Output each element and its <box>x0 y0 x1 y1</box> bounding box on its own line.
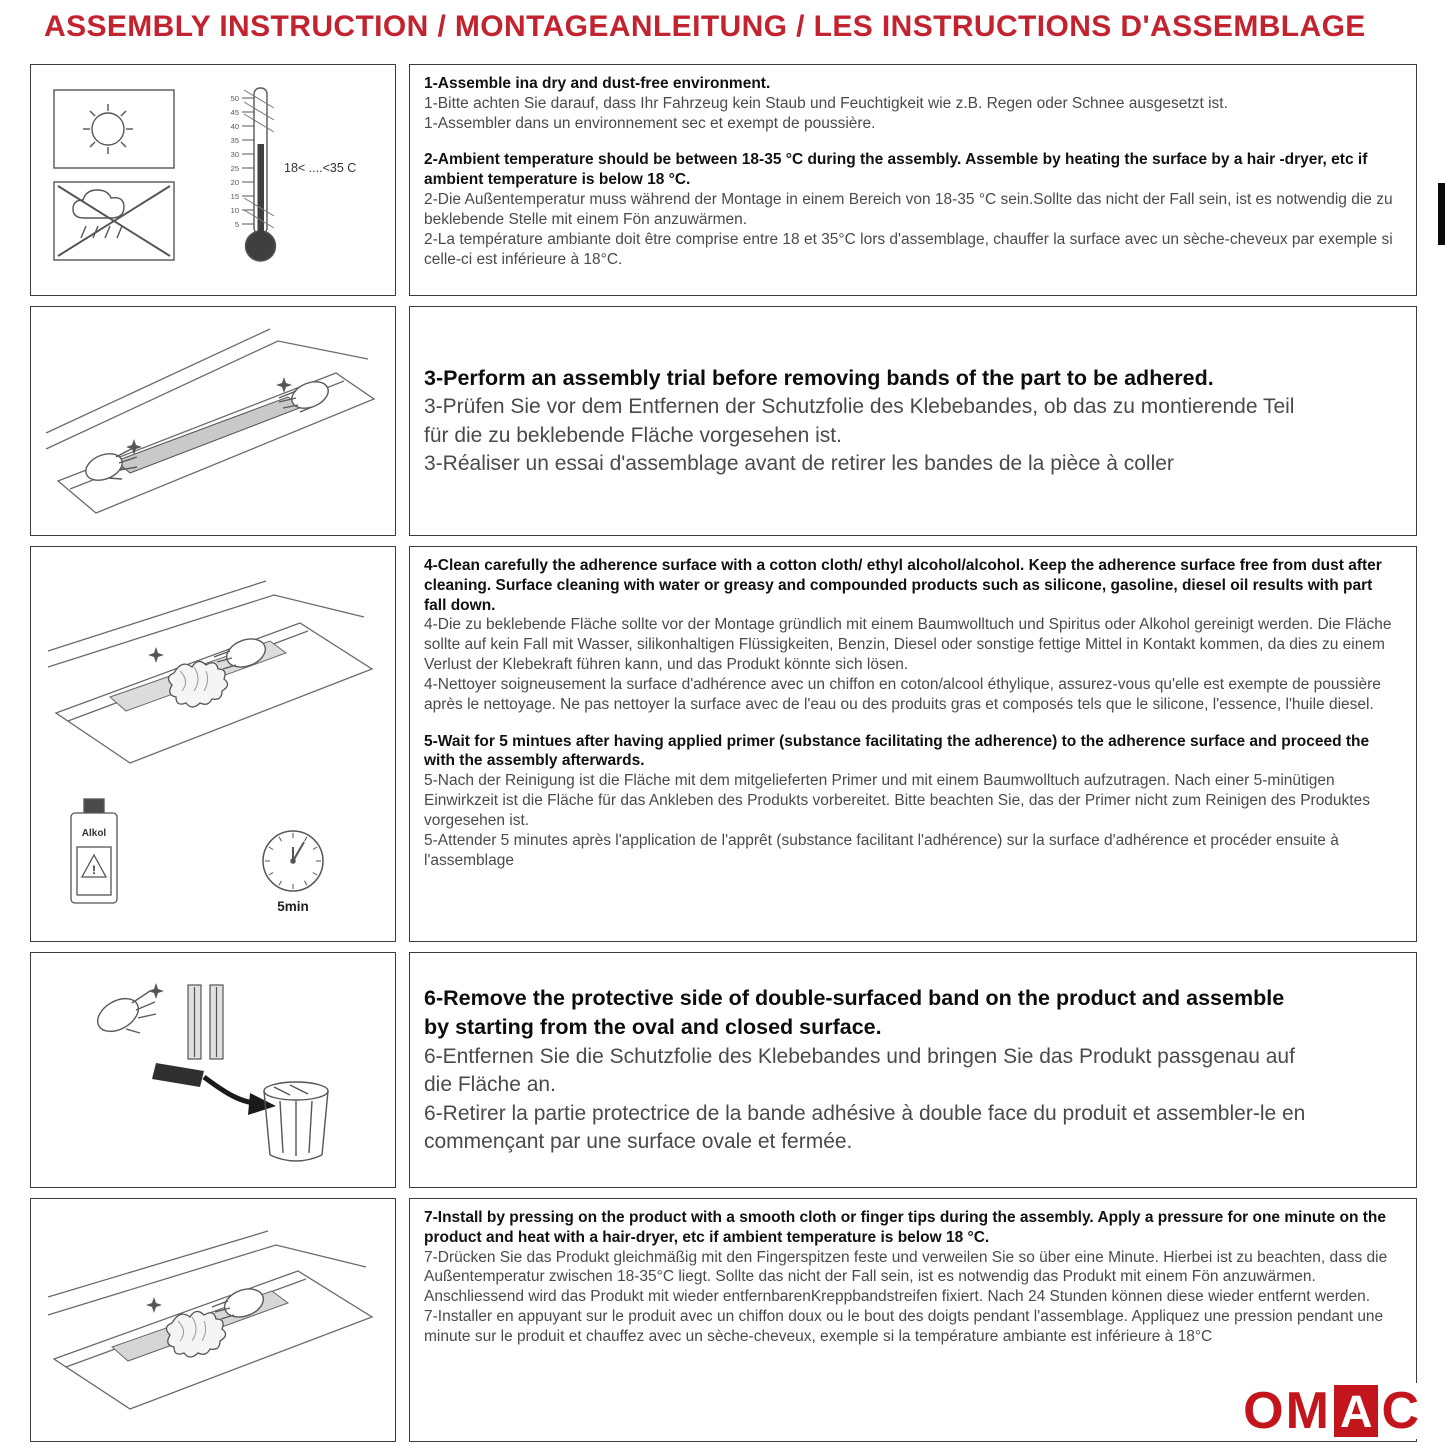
step-4-fr: 4-Nettoyer soigneusement la surface d'adhérence avec un chiffon en coton/alcool éthylique, assurez-vous qu'elle est exempte de poussière après le nettoyage. Ne pas nettoyer la surface avec de l'eau ou des produits gras et composés tels que le silicone, l'essence, l'huile diesel. <box>424 675 1381 713</box>
clock-duration-label: 5min <box>277 899 309 914</box>
alcohol-bottle-icon <box>71 799 117 903</box>
instruction-text-step-3 <box>409 306 1417 536</box>
peeling-hand-icon <box>92 991 156 1038</box>
logo-text-right: C <box>1381 1382 1421 1440</box>
step-3-fr: 3-Réaliser un essai d'assemblage avant de retirer les bandes de la pièce à coller <box>424 452 1174 476</box>
sun-icon <box>83 104 133 154</box>
illustration-box-press <box>30 1198 396 1442</box>
step-2-fr: 2-La température ambiante doit être comprise entre 18 et 35°C lors d'assemblage, chauffer la surface avec un sèche-cheveux par exemple si celle-ci est inférieure à 18°C. <box>424 230 1393 268</box>
sparkle-icon <box>148 983 164 999</box>
logo-text-left: OM <box>1243 1382 1331 1440</box>
step-2-de: 2-Die Außentemperatur muss während der Montage in einem Bereich von 18-35 °C sein.Sollte das nicht der Fall sein, ist es notwendig die zu beklebende Stelle mit einem Fön anzuwärmen. <box>424 191 1393 228</box>
section-row-cleaning <box>30 546 1417 942</box>
trash-bin-icon <box>264 1082 328 1161</box>
step-6-en: 6-Remove the protective side of double-surfaced band on the product and assemble by starting from the oval and closed surface. <box>424 986 1285 1040</box>
svg-text:10: 10 <box>230 206 239 215</box>
svg-text:25: 25 <box>230 164 239 173</box>
svg-text:35: 35 <box>230 136 239 145</box>
page-title: ASSEMBLY INSTRUCTION / MONTAGEANLEITUNG / LES INSTRUCTIONS D'ASSEMBLAGE <box>44 10 1366 43</box>
step-7-de: 7-Drücken Sie das Produkt gleichmäßig mit den Fingerspitzen feste und verweilen Sie so über eine Minute. Hierbei ist zu beachten, dass die Außentemperatur zwischen 18-35°C liegt. Sollte das nicht der Fall sein, ist es notwendig das Produkt mit einem Fön anzuwärmen. Anschliessend wird das Produkt mit wieder entfernbarenKreppbandstreifen fixiert. Nach 24 Stunden können diese wieder entfernt werden. <box>424 1248 1388 1306</box>
step-3-de: 3-Prüfen Sie vor dem Entfernen der Schutzfolie des Klebebandes, ob das zu montierende Teil für die zu beklebende Fläche vorgesehen ist. <box>424 395 1295 447</box>
step-5-en: 5-Wait for 5 mintues after having applied primer (substance facilitating the adherence) to the adherence surface and proceed the with the assembly afterwards. <box>424 732 1370 770</box>
step-2-en: 2-Ambient temperature should be between 18-35 °C during the assembly. Assemble by heating the surface by a hair -dryer, etc if ambient temperature is below 18 °C. <box>424 151 1368 189</box>
temperature-range-label: 18< ....<35 C <box>284 161 357 175</box>
svg-text:5: 5 <box>234 220 239 229</box>
clock-icon <box>263 831 323 891</box>
thermometer-scale-labels <box>231 94 239 229</box>
instruction-text-step-6 <box>409 952 1417 1188</box>
step-7-fr: 7-Installer en appuyant sur le produit avec un chiffon doux ou le bout des doigts pendant l'assemblage. Appliquez une pression pendant une minute sur le produit et chauffez avec un sèche-cheveux, exemple si la température ambiante est inférieure à 18°C <box>424 1308 1384 1345</box>
section-row-press <box>30 1198 1417 1442</box>
sun-box <box>54 90 174 168</box>
svg-text:20: 20 <box>230 178 239 187</box>
instruction-text-steps-1-2 <box>409 64 1417 296</box>
step-1-de: 1-Bitte achten Sie darauf, dass Ihr Fahrzeug kein Staub und Feuchtigkeit wie z.B. Regen oder Schnee ausgesetzt ist. <box>424 94 1228 112</box>
step-6-de: 6-Entfernen Sie die Schutzfolie des Klebebandes und bringen Sie das Produkt passgenau auf die Fläche an. <box>424 1044 1295 1097</box>
step-6-fr: 6-Retirer la partie protectrice de la bande adhésive à double face du produit et assembler-le en commençant par une surface ovale et fermée. <box>424 1101 1306 1154</box>
cleaning-primer-illustration <box>38 555 388 933</box>
discard-arrow <box>204 1077 254 1103</box>
section-row-trial <box>30 306 1417 536</box>
illustration-box-remove-band <box>30 952 396 1188</box>
remove-band-illustration <box>38 963 388 1177</box>
instruction-text-steps-4-5 <box>409 546 1417 942</box>
svg-text:50: 50 <box>230 94 239 103</box>
mercury-column <box>258 144 265 242</box>
svg-text:45: 45 <box>230 108 239 117</box>
omac-logo <box>1237 1383 1427 1439</box>
right-hand-icon <box>279 377 332 413</box>
svg-text:40: 40 <box>230 122 239 131</box>
step-5-fr: 5-Attender 5 minutes après l'application de l'apprêt (substance facilitant l'adhérence) sur la surface d'adhérence et procéder ensuite à l'assemblage <box>424 831 1339 869</box>
protective-band-strips <box>188 985 223 1059</box>
instruction-rows <box>30 64 1417 1442</box>
section-row-environment <box>30 64 1417 296</box>
sparkle-icon <box>146 1297 162 1313</box>
sparkle-icon <box>148 647 164 663</box>
door-frame-line <box>48 595 364 667</box>
step-4-en: 4-Clean carefully the adherence surface with a cotton cloth/ ethyl alcohol/alcohol. Keep the adherence surface free from dust after cleaning. Surface cleaning with water or greasy and compounded products such as silicone, gasoline, diesel oil results with part fall down. <box>424 557 1382 614</box>
svg-text:30: 30 <box>230 150 239 159</box>
step-7-en: 7-Install by pressing on the product with a smooth cloth or finger tips during the assembly. Apply a pressure for one minute on the product and heat with a hair-dryer, etc if ambient temperature is below 18 °C. <box>424 1209 1386 1246</box>
page-edge-mark <box>1438 183 1445 245</box>
logo-boxed-letter: A <box>1334 1385 1379 1437</box>
press-install-illustration <box>38 1209 388 1431</box>
step-3-en: 3-Perform an assembly trial before removing bands of the part to be adhered. <box>424 366 1214 391</box>
step-1-fr: 1-Assembler dans un environnement sec et exempt de poussière. <box>424 114 876 132</box>
warning-exclamation: ! <box>92 863 96 877</box>
svg-text:15: 15 <box>230 192 239 201</box>
alcohol-bottle-label: Alkol <box>81 828 107 839</box>
step-5-de: 5-Nach der Reinigung ist die Fläche mit dem mitgelieferten Primer und mit einem Baumwolltuch aufzutragen. Nach einer 5-minütigen Einwirkzeit ist die Fläche für das Ankleben des Produkts vorbereitet. Bitte beachten Sie, das der Primer nicht zum Reinigen des Produktes vorgesehen ist. <box>424 772 1370 829</box>
illustration-box-environment <box>30 64 396 296</box>
step-1-en: 1-Assemble ina dry and dust-free environment. <box>424 75 771 92</box>
illustration-box-cleaning <box>30 546 396 942</box>
environment-temperature-illustration <box>38 74 388 286</box>
door-frame-line <box>48 581 266 651</box>
illustration-box-trial <box>30 306 396 536</box>
removed-backing-piece <box>152 1063 204 1087</box>
trim-strip <box>116 397 302 473</box>
door-sill-trial-illustration <box>38 315 388 527</box>
section-row-remove-band <box>30 952 1417 1188</box>
step-4-de: 4-Die zu beklebende Fläche sollte vor der Montage gründlich mit einem Baumwolltuch und Spiritus oder Alkohol gereinigt werden. Die Fläche sollte auf kein Fall mit Wasser, silikonhaltigen Flüssigkeiten, Benzin, Diesel oder sonstige fettige Mittel in Kontakt kommen, da dies zu einem Verlust der Klebekraft führen kann, und das Produkt könnte sich lösen. <box>424 616 1392 674</box>
cross-out-icon <box>58 186 170 256</box>
door-frame-line <box>48 1231 268 1297</box>
